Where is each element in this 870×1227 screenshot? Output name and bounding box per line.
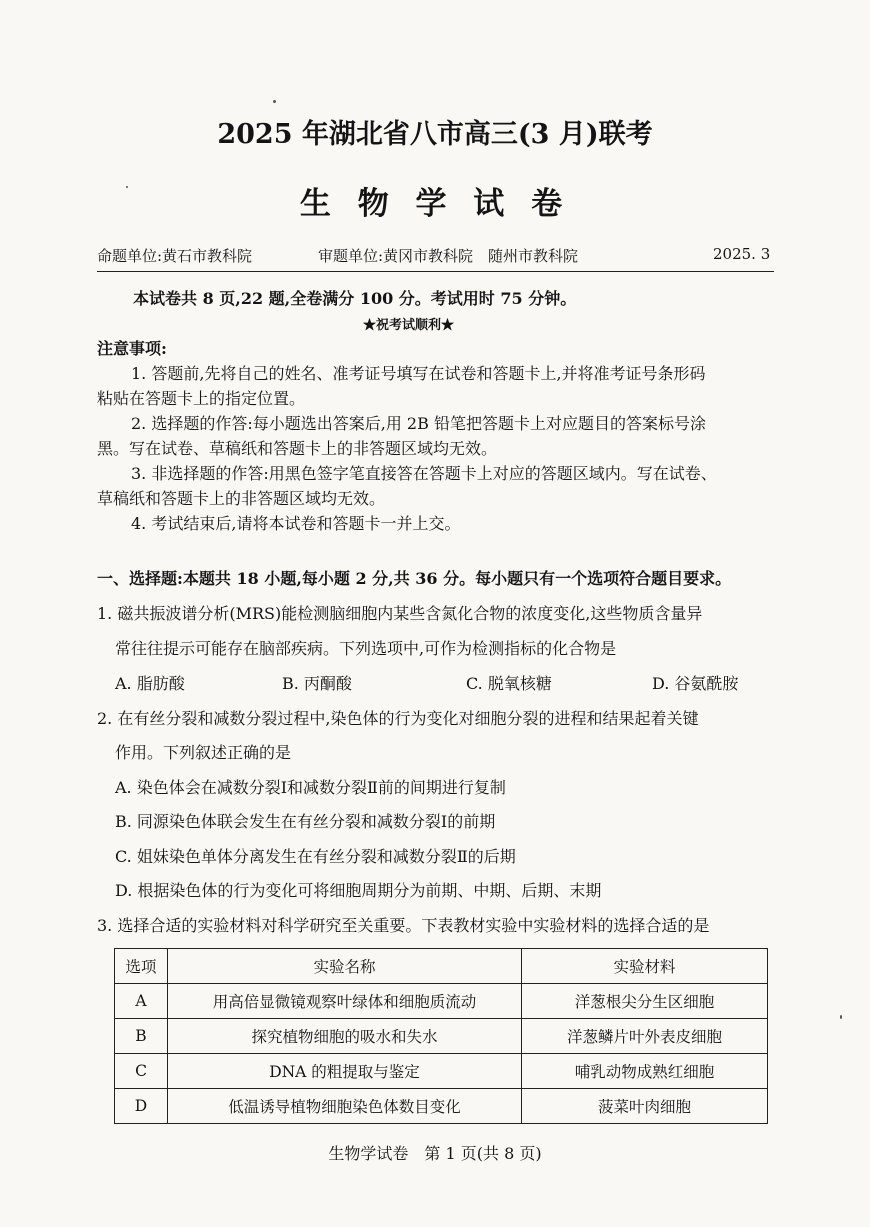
table-header-cell: 实验名称 xyxy=(168,949,522,984)
table-cell: 低温诱导植物细胞染色体数目变化 xyxy=(168,1089,522,1124)
scan-speck xyxy=(840,1015,842,1019)
note-1-line-2: 粘贴在答题卡上的指定位置。 xyxy=(97,389,306,408)
q1-option-b: B. 丙酮酸 xyxy=(282,674,352,693)
review-unit: 审题单位:黄冈市教科院 随州市教科院 xyxy=(318,247,579,265)
note-3-line-1: 3. 非选择题的作答:用黑色签字笔直接答在答题卡上对应的答题区域内。写在试卷、 xyxy=(131,464,717,483)
table-cell: B xyxy=(115,1019,168,1054)
table-cell: A xyxy=(115,984,168,1019)
q3-stem: 3. 选择合适的实验材料对科学研究至关重要。下表教材实验中实验材料的选择合适的是 xyxy=(97,916,710,935)
table-cell: 用高倍显微镜观察叶绿体和细胞质流动 xyxy=(168,984,522,1019)
q2-stem-line-1: 2. 在有丝分裂和减数分裂过程中,染色体的行为变化对细胞分裂的进程和结果起着关键 xyxy=(97,709,699,728)
table-cell: C xyxy=(115,1054,168,1089)
table-cell: DNA 的粗提取与鉴定 xyxy=(168,1054,522,1089)
header-divider xyxy=(97,271,774,272)
q1-stem-line-2: 常往往提示可能存在脑部疾病。下列选项中,可作为检测指标的化合物是 xyxy=(115,639,617,658)
note-3-line-2: 草稿纸和答题卡上的非答题区域均无效。 xyxy=(97,489,386,508)
table-cell: 探究植物细胞的吸水和失水 xyxy=(168,1019,522,1054)
scan-speck xyxy=(273,100,276,103)
note-1-line-1: 1. 答题前,先将自己的姓名、准考证号填写在试卷和答题卡上,并将准考证号条形码 xyxy=(131,364,706,383)
q2-option-c: C. 姐妹染色单体分离发生在有丝分裂和减数分裂Ⅱ的后期 xyxy=(115,847,516,866)
q1-option-a: A. 脂肪酸 xyxy=(115,674,185,693)
q1-option-d: D. 谷氨酰胺 xyxy=(652,674,739,693)
table-cell: 洋葱鳞片叶外表皮细胞 xyxy=(522,1019,768,1054)
table-cell: 洋葱根尖分生区细胞 xyxy=(522,984,768,1019)
q2-stem-line-2: 作用。下列叙述正确的是 xyxy=(115,743,292,762)
note-2-line-2: 黑。写在试卷、草稿纸和答题卡上的非答题区域均无效。 xyxy=(97,439,498,458)
table-row xyxy=(115,1089,768,1124)
table-header-row xyxy=(115,949,768,984)
good-luck-wish: ★祝考试顺利★ xyxy=(363,318,455,333)
table-cell: D xyxy=(115,1089,168,1124)
exam-title: 2025 年湖北省八市高三(3 月)联考 xyxy=(217,119,653,150)
table-row xyxy=(115,1054,768,1089)
exam-date: 2025. 3 xyxy=(713,245,771,263)
table-cell: 菠菜叶肉细胞 xyxy=(522,1089,768,1124)
subject-title: 生 物 学 试 卷 xyxy=(299,186,571,222)
page-footer: 生物学试卷 第 1 页(共 8 页) xyxy=(328,1144,542,1163)
q1-stem-line-1: 1. 磁共振波谱分析(MRS)能检测脑细胞内某些含氮化合物的浓度变化,这些物质含量异 xyxy=(97,604,703,623)
table-cell: 哺乳动物成熟红细胞 xyxy=(522,1054,768,1089)
author-unit: 命题单位:黄石市教科院 xyxy=(97,247,253,265)
table-row xyxy=(115,1019,768,1054)
q1-option-c: C. 脱氧核糖 xyxy=(466,674,552,693)
experiment-table xyxy=(114,948,768,1124)
table-header-cell: 实验材料 xyxy=(522,949,768,984)
note-4: 4. 考试结束后,请将本试卷和答题卡一并上交。 xyxy=(131,514,461,533)
exam-summary: 本试卷共 8 页,22 题,全卷满分 100 分。考试用时 75 分钟。 xyxy=(133,289,577,308)
table-row xyxy=(115,984,768,1019)
q2-option-d: D. 根据染色体的行为变化可将细胞周期分为前期、中期、后期、末期 xyxy=(115,881,602,900)
note-2-line-1: 2. 选择题的作答:每小题选出答案后,用 2B 铅笔把答题卡上对应题目的答案标号涂 xyxy=(131,414,706,433)
notes-heading: 注意事项: xyxy=(97,339,167,358)
q2-option-b: B. 同源染色体联会发生在有丝分裂和减数分裂Ⅰ的前期 xyxy=(115,812,496,831)
table-header-cell: 选项 xyxy=(115,949,168,984)
q2-option-a: A. 染色体会在减数分裂Ⅰ和减数分裂Ⅱ前的间期进行复制 xyxy=(115,778,506,797)
section-1-heading: 一、选择题:本题共 18 小题,每小题 2 分,共 36 分。每小题只有一个选项符合题目要求。 xyxy=(97,569,732,588)
